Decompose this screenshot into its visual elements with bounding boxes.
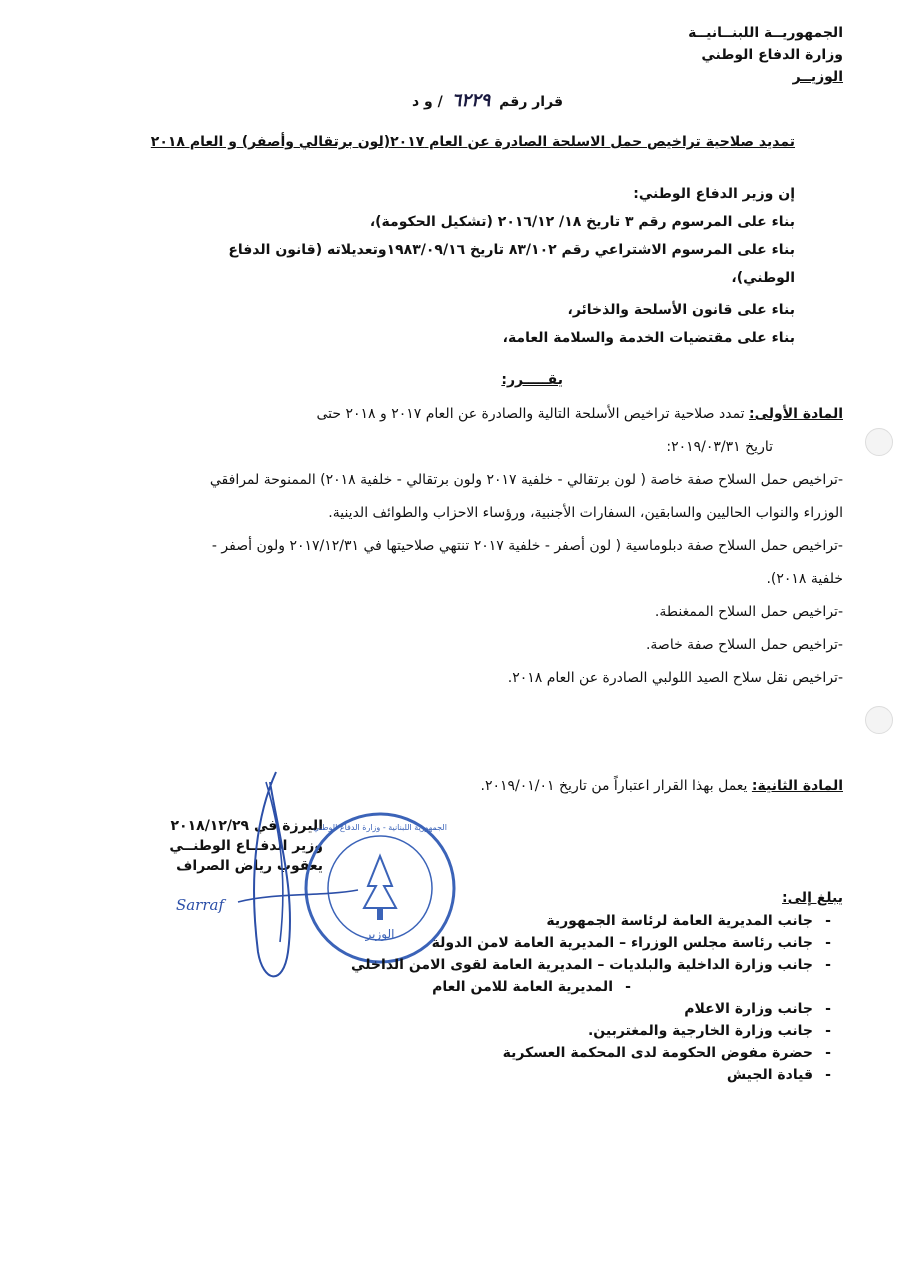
article-two-label: المادة الثانية:	[751, 778, 843, 794]
distribution-heading: يبلغ إلى:	[782, 890, 843, 906]
article-one-item: -تراخيص نقل سلاح الصيد اللولبي الصادرة عن العام ٢٠١٨.	[507, 670, 843, 686]
list-item: -جانب رئاسة مجلس الوزراء – المديرية العامة لامن الدولة	[431, 935, 831, 951]
signature-place-date: اليرزة في ٢٠١٨/١٢/٢٩	[170, 818, 323, 834]
punch-hole	[865, 428, 893, 456]
decision-suffix: / و د	[412, 94, 443, 110]
letterhead	[673, 22, 843, 88]
preamble-item: بناء على مقتضيات الخدمة والسلامة العامة،	[502, 330, 795, 346]
article-one-item: -تراخيص حمل السلاح الممغنطة.	[654, 604, 843, 620]
preamble-item: بناء على المرسوم رقم ٣ تاريخ ١٨/ ٢٠١٦/١٢ (تشكيل الحكومة)،	[369, 214, 795, 230]
article-one-item: -تراخيص حمل السلاح صفة دبلوماسية ( لون أصفر - خلفية ٢٠١٧ تنتهي صلاحيتها في ٢٠١٧/١٢/٣١ ولون أصفر - خلفية ٢٠١٨).	[211, 538, 843, 587]
decides-heading: يقـــــرر:	[501, 372, 563, 388]
decision-prefix: قرار رقم	[499, 94, 563, 110]
minister-title: الوزيــر	[792, 69, 843, 85]
list-item: -المديرية العامة للامن العام	[432, 979, 631, 995]
republic-name: الجمهوريــة اللبنــانيــة	[688, 25, 843, 41]
preamble	[195, 180, 795, 352]
stamp-outer-text: الجمهورية اللبنانية - وزارة الدفاع الوطني	[313, 823, 447, 832]
signature-role: وزير الدفــاع الوطنــي	[169, 838, 323, 854]
list-item: -جانب المديرية العامة لرئاسة الجمهورية	[546, 913, 831, 929]
decision-number-line	[412, 90, 563, 111]
list-item: -قيادة الجيش	[726, 1067, 831, 1083]
article-one-date: تاريخ ٢٠١٩/٠٣/٣١:	[666, 439, 773, 455]
list-item: -جانب وزارة الخارجية والمغتربين.	[587, 1023, 831, 1039]
distribution-list	[243, 890, 843, 1086]
stamp-center-text: الوزير	[365, 927, 395, 941]
document-title: تمديد صلاحية تراخيص حمل الاسلحة الصادرة عن العام ٢٠١٧(لون برتقالي وأصفر) و العام ٢٠١٨	[150, 134, 795, 150]
article-one-label: المادة الأولى:	[749, 406, 843, 422]
ministry-name: وزارة الدفاع الوطني	[701, 47, 843, 63]
article-one	[193, 398, 843, 695]
list-item: -جانب وزارة الاعلام	[684, 1001, 831, 1017]
list-item: -جانب وزارة الداخلية والبلديات – المديرية العامة لقوى الامن الداخلي	[351, 957, 831, 973]
list-item: -حضرة مفوض الحكومة لدى المحكمة العسكرية	[502, 1045, 831, 1061]
article-one-text: تمدد صلاحية تراخيص الأسلحة التالية والصادرة عن العام ٢٠١٧ و ٢٠١٨ حتى	[316, 406, 745, 422]
article-two-text: يعمل بهذا القرار اعتباراً من تاريخ ٢٠١٩/٠١/٠١.	[480, 778, 748, 794]
article-one-item: -تراخيص حمل السلاح صفة خاصة ( لون برتقالي - خلفية ٢٠١٧ ولون برتقالي - خلفية ٢٠١٨) الممنوحة لمرافقي الوزراء والنواب الحاليين والسابقين، السفارات الأجنبية، ورؤساء الاحزاب والطوائف الدينية.	[209, 472, 843, 521]
preamble-intro: إن وزير الدفاع الوطني:	[633, 186, 795, 202]
signature-name: يعقوب رياض الصراف	[176, 858, 323, 874]
preamble-item: بناء على المرسوم الاشتراعي رقم ٨٣/١٠٢ تاريخ ١٩٨٣/٠٩/١٦وتعديلاته (قانون الدفاع الوطني)،	[228, 242, 795, 286]
article-one-item: -تراخيص حمل السلاح صفة خاصة.	[645, 637, 843, 653]
punch-hole	[865, 706, 893, 734]
signature-handwritten-text: Sarraf	[175, 896, 224, 914]
preamble-item: بناء على قانون الأسلحة والذخائر،	[567, 302, 795, 318]
decision-number: ٦٢٢٩	[451, 90, 491, 111]
